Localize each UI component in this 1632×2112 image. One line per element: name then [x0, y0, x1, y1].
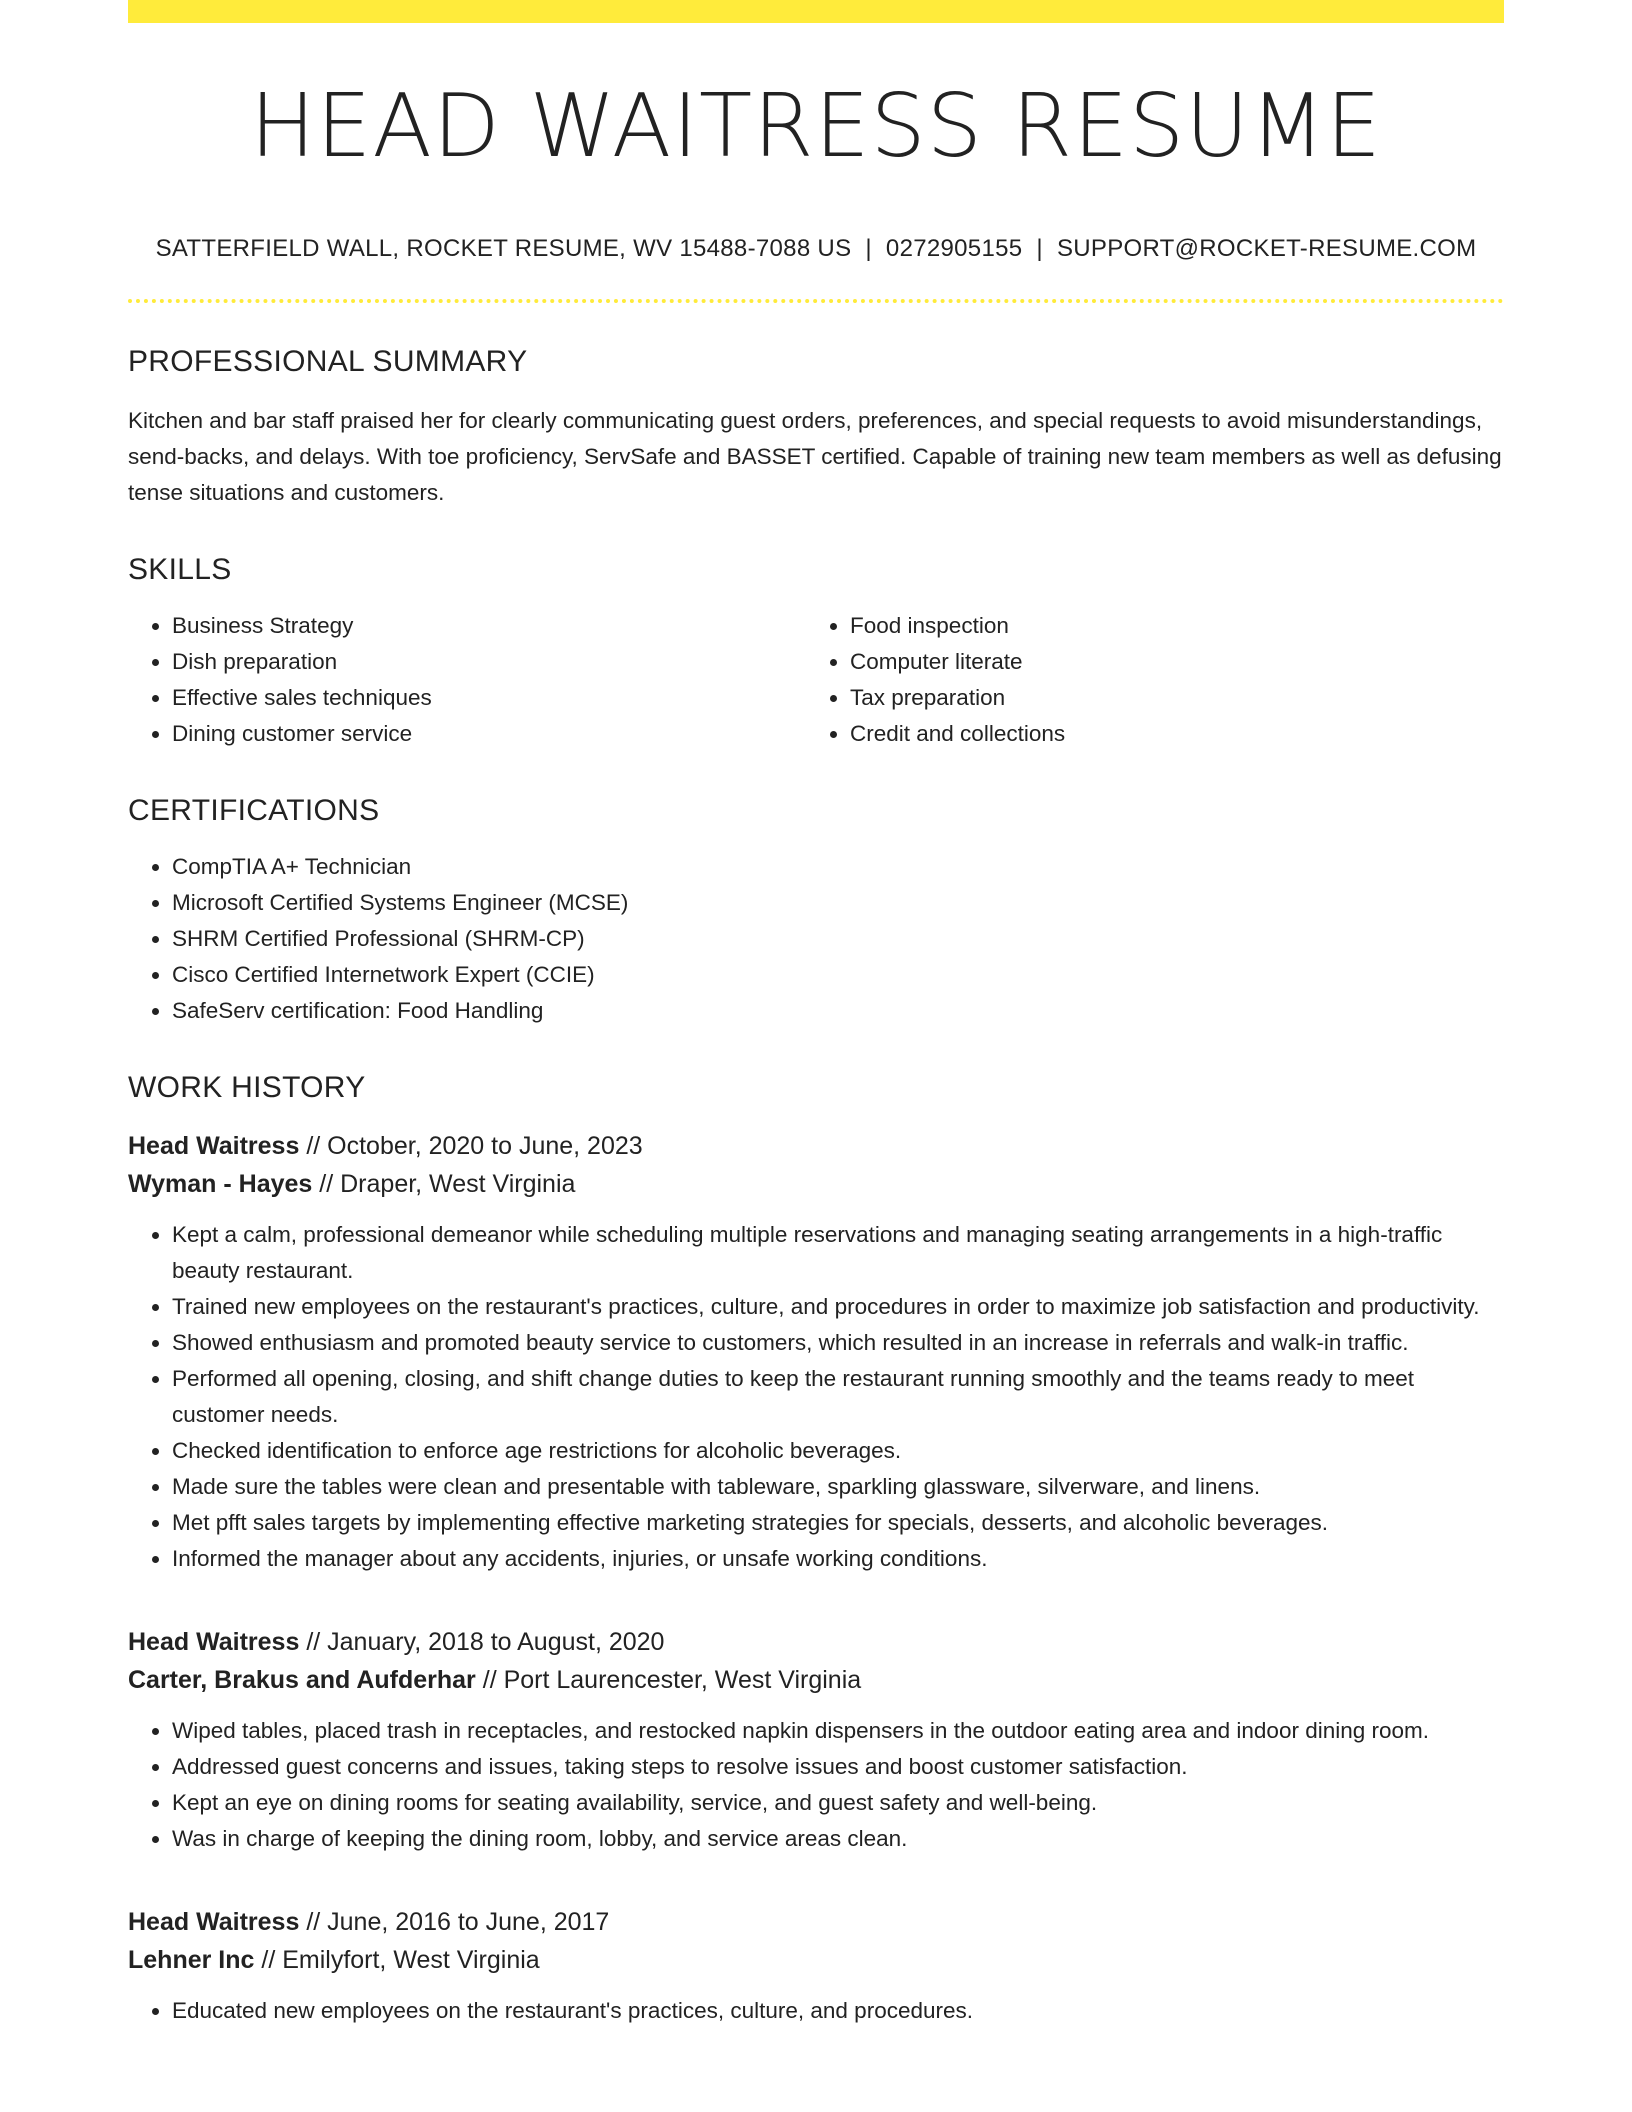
job-company: Lehner Inc — [128, 1946, 255, 1974]
job-title: Head Waitress — [128, 1132, 300, 1160]
job-bullet: • Was in charge of keeping the dining room, lobby, and service areas clean. — [172, 1821, 1504, 1857]
certifications-section — [128, 796, 1504, 1029]
summary-section — [128, 347, 1504, 511]
certification-item: • Cisco Certified Internetwork Expert (CCIE) — [172, 957, 1504, 993]
job-bullet: • Informed the manager about any accidents, injuries, or unsafe working conditions. — [172, 1541, 1504, 1577]
skills-section — [128, 555, 1504, 752]
contact-separator: | — [865, 235, 872, 262]
job-bullet: • Made sure the tables were clean and presentable with tableware, sparkling glassware, silverware, and linens. — [172, 1469, 1504, 1505]
certification-item: • Microsoft Certified Systems Engineer (MCSE) — [172, 885, 1504, 921]
job-bullet: • Wiped tables, placed trash in receptacles, and restocked napkin dispensers in the outdoor eating area and indoor dining room. — [172, 1713, 1504, 1749]
job-entry — [128, 1127, 1504, 1577]
job-dates: // June, 2016 to June, 2017 — [299, 1908, 610, 1936]
resume-page — [128, 0, 1504, 2029]
certifications-block — [128, 849, 1504, 1029]
contact-email: SUPPORT@ROCKET-RESUME.COM — [1056, 235, 1477, 262]
certification-item: • SHRM Certified Professional (SHRM-CP) — [172, 921, 1504, 957]
contact-separator: | — [1036, 235, 1043, 262]
skill-item: • Tax preparation — [850, 680, 1484, 716]
contact-phone: 0272905155 — [885, 235, 1023, 262]
job-bullet: • Kept an eye on dining rooms for seating availability, service, and guest safety and well-being. — [172, 1785, 1504, 1821]
job-company-line — [128, 1661, 1504, 1699]
job-company-line — [128, 1941, 1504, 1979]
certification-item: • SafeServ certification: Food Handling — [172, 993, 1504, 1029]
contact-address: SATTERFIELD WALL, ROCKET RESUME, WV 15488-7088 US — [155, 235, 852, 262]
job-location: // Port Laurencester, West Virginia — [475, 1666, 862, 1694]
job-bullets — [128, 1993, 1504, 2029]
work-history-heading: WORK HISTORY — [128, 1071, 366, 1104]
contact-line — [128, 235, 1504, 263]
job-title: Head Waitress — [128, 1628, 300, 1656]
job-bullet: • Showed enthusiasm and promoted beauty service to customers, which resulted in an increase in referrals and walk-in traffic. — [172, 1325, 1504, 1361]
job-company: Wyman - Hayes — [128, 1170, 313, 1198]
job-location: // Emilyfort, West Virginia — [254, 1946, 540, 1974]
skills-column-left — [128, 608, 806, 752]
skill-item: • Dish preparation — [172, 644, 806, 680]
job-title-line — [128, 1903, 1504, 1941]
certification-item: • CompTIA A+ Technician — [172, 849, 1504, 885]
job-bullet: • Addressed guest concerns and issues, taking steps to resolve issues and boost customer satisfaction. — [172, 1749, 1504, 1785]
job-company-line — [128, 1165, 1504, 1203]
job-location: // Draper, West Virginia — [312, 1170, 576, 1198]
skills-columns — [128, 608, 1504, 752]
job-entry — [128, 1903, 1504, 2029]
top-accent-bar — [128, 0, 1504, 23]
job-bullet: • Met pfft sales targets by implementing effective marketing strategies for specials, desserts, and alcoholic beverages. — [172, 1505, 1504, 1541]
skill-item: • Effective sales techniques — [172, 680, 806, 716]
resume-title: HEAD WAITRESS RESUME — [249, 75, 1382, 177]
skills-heading: SKILLS — [128, 553, 232, 586]
job-title-line — [128, 1127, 1504, 1165]
skill-item: • Business Strategy — [172, 608, 806, 644]
job-title-line — [128, 1623, 1504, 1661]
skill-item: • Computer literate — [850, 644, 1484, 680]
skill-item: • Dining customer service — [172, 716, 806, 752]
summary-heading: PROFESSIONAL SUMMARY — [128, 345, 528, 378]
header-divider — [128, 299, 1504, 303]
job-dates: // October, 2020 to June, 2023 — [299, 1132, 643, 1160]
summary-text: Kitchen and bar staff praised her for clearly communicating guest orders, preferences, and special requests to avoid misunderstandings, send-backs, and delays. With toe proficiency, ServSafe and BASSET certified. Capable of training new team members as well as defusing tense situations and customers. — [128, 408, 1502, 505]
work-history-section — [128, 1073, 1504, 2029]
job-bullet: • Educated new employees on the restaurant's practices, culture, and procedures. — [172, 1993, 1504, 2029]
skill-item: • Credit and collections — [850, 716, 1484, 752]
job-bullet: • Kept a calm, professional demeanor while scheduling multiple reservations and managing seating arrangements in a high-traffic beauty restaurant. — [172, 1217, 1504, 1289]
job-title: Head Waitress — [128, 1908, 300, 1936]
job-bullet: • Performed all opening, closing, and shift change duties to keep the restaurant running smoothly and the teams ready to meet customer needs. — [172, 1361, 1504, 1433]
certifications-list — [128, 849, 1504, 1029]
skills-list-left — [128, 608, 806, 752]
skills-column-right — [806, 608, 1484, 752]
skill-item: • Food inspection — [850, 608, 1484, 644]
job-bullets — [128, 1217, 1504, 1577]
job-company: Carter, Brakus and Aufderhar — [128, 1666, 476, 1694]
skills-list-right — [806, 608, 1484, 752]
job-bullet: • Trained new employees on the restaurant's practices, culture, and procedures in order to maximize job satisfaction and productivity. — [172, 1289, 1504, 1325]
job-bullet: • Checked identification to enforce age restrictions for alcoholic beverages. — [172, 1433, 1504, 1469]
certifications-heading: CERTIFICATIONS — [128, 794, 380, 827]
job-dates: // January, 2018 to August, 2020 — [299, 1628, 665, 1656]
job-entry — [128, 1623, 1504, 1857]
job-bullets — [128, 1713, 1504, 1857]
